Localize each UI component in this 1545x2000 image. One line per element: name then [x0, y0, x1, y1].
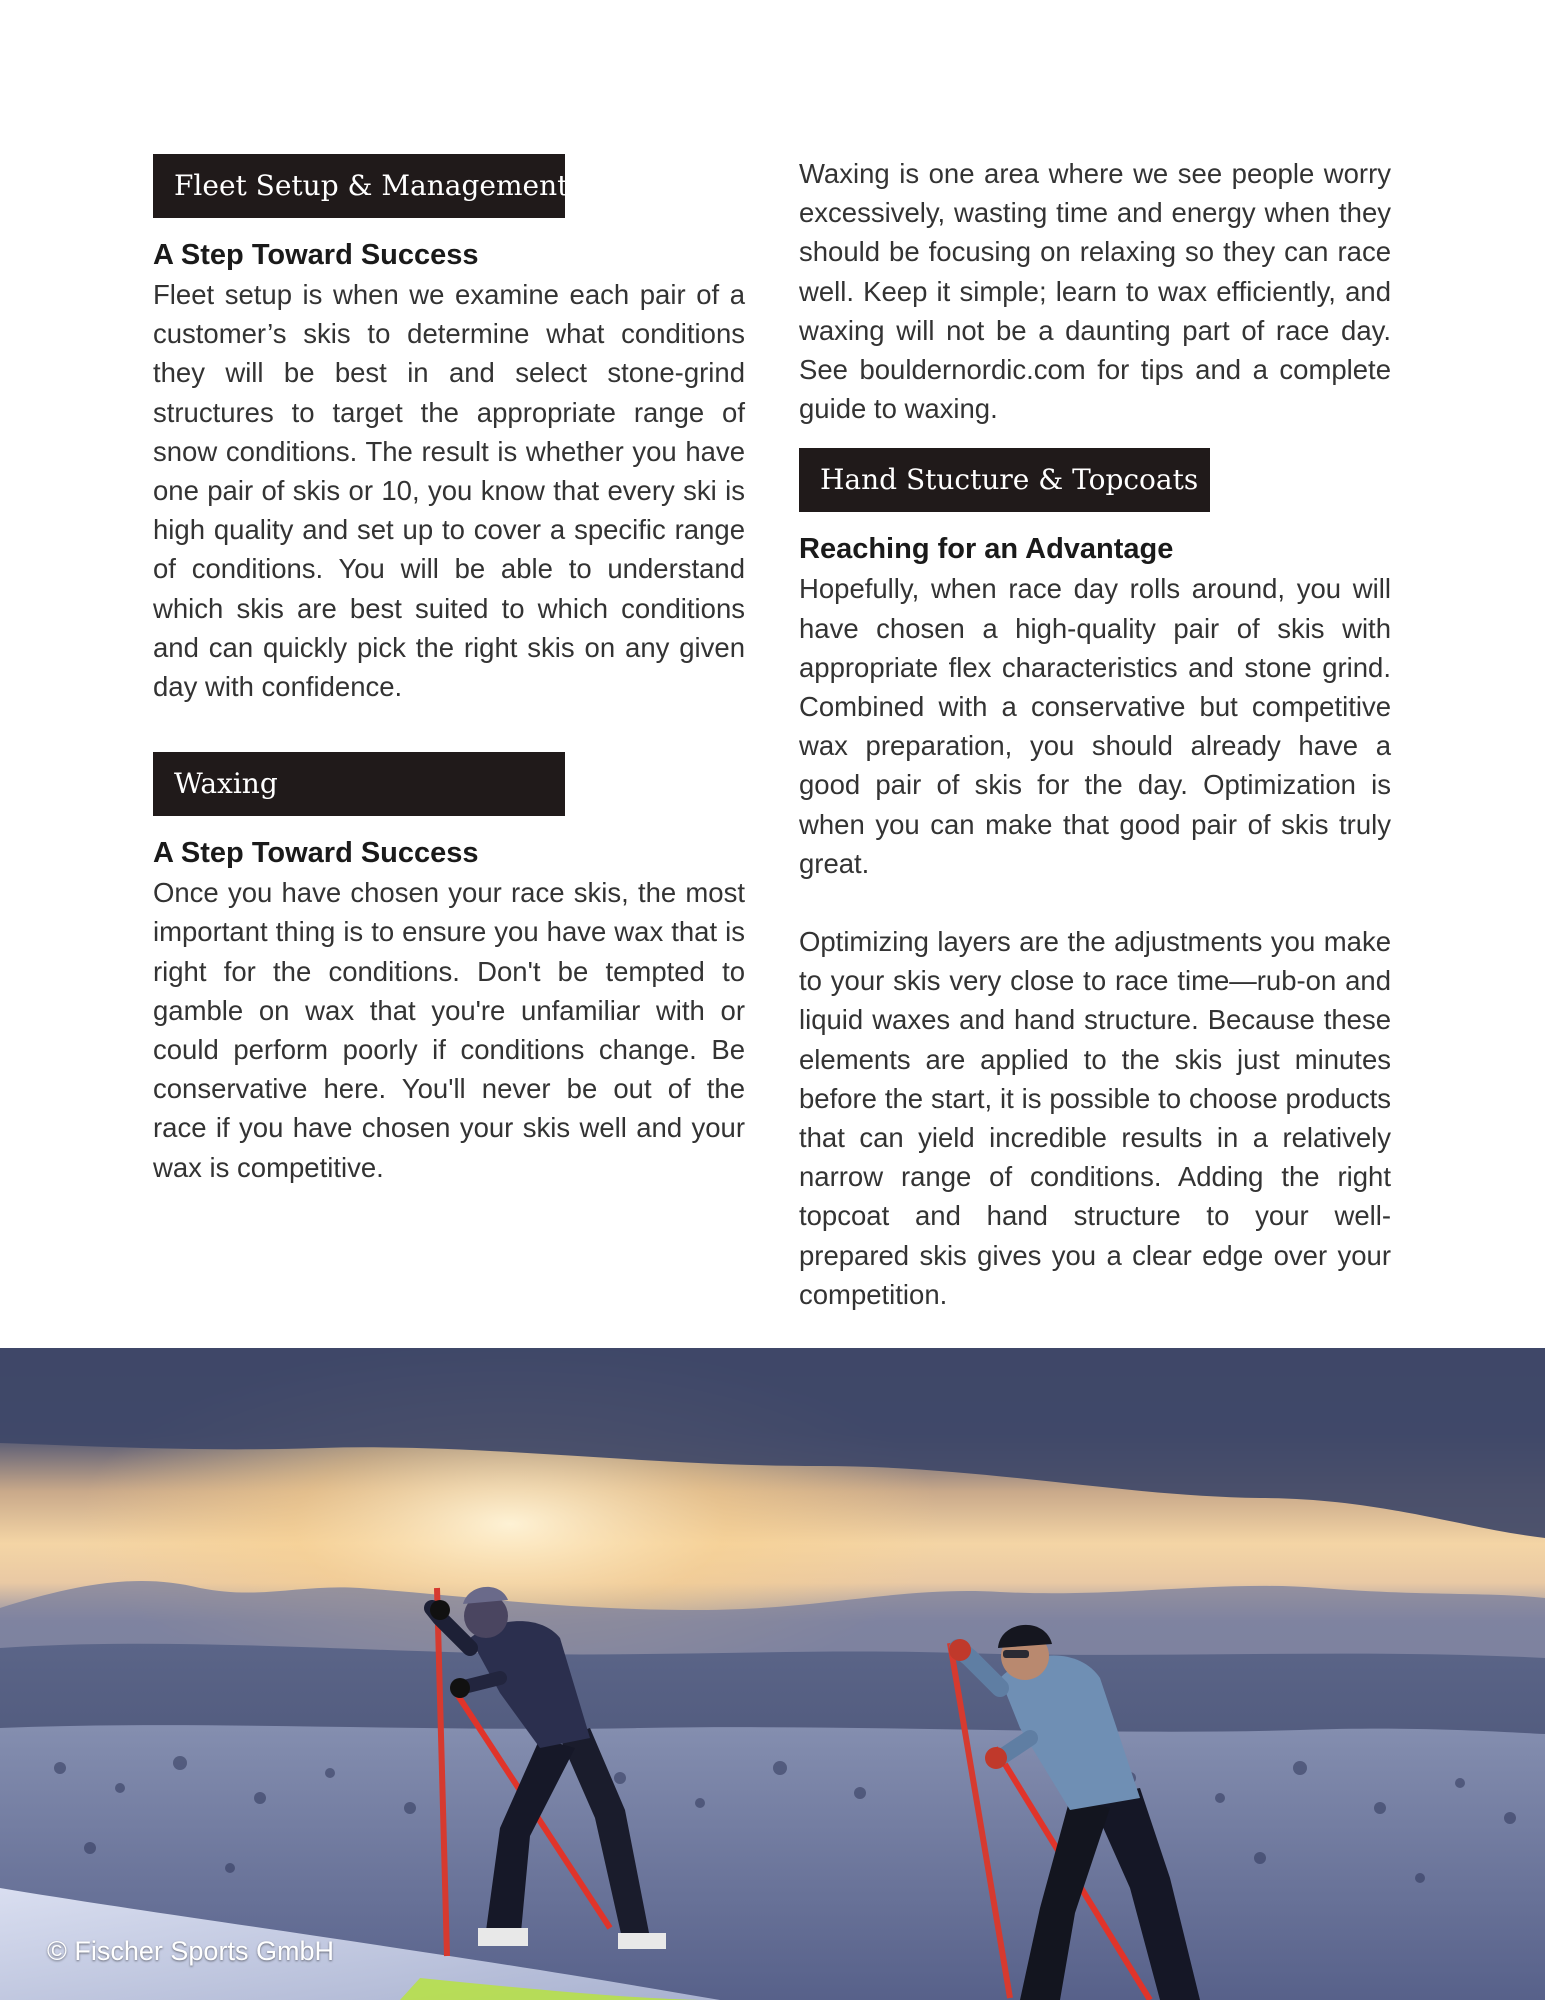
section-banner-hand-structure: Hand Stucture & Topcoats	[799, 448, 1210, 512]
paragraph-optimization: Hopefully, when race day rolls around, you will have chosen a high-quality pair of skis with appropriate flex characteristics and stone grind. Combined with a conservative but competitive wax preparation, you should already have a good pair of skis for the day. Optimization is when you can make that good pair of skis truly great.	[799, 573, 1391, 879]
section-subheading-hand-structure: Reaching for an Advantage	[799, 533, 1174, 566]
right-column	[799, 154, 1391, 1314]
section-banner-fleet-setup: Fleet Setup & Management	[153, 154, 565, 218]
paragraph-fleet-setup: Fleet setup is when we examine each pair of a customer’s skis to determine what conditions they will be best in and select stone-grind structures to target the appropriate range of snow conditions. The result is whether you have one pair of skis or 10, you know that every ski is high quality and set up to cover a specific range of conditions. You will be able to understand which skis are best suited to which conditions and can quickly pick the right skis on any given day with confidence.	[153, 279, 745, 703]
skiers-photo	[0, 1348, 1545, 2000]
paragraph-optimizing-layers: Optimizing layers are the adjustments you make to your skis very close to race time—rub-on and liquid waxes and hand structure. Because these elements are applied to the skis just minutes before the start, it is possible to choose products that can yield incredible results in a relatively narrow range of conditions. Adding the right topcoat and hand structure to your well-prepared skis gives you a clear edge over your competition.	[799, 926, 1391, 1310]
section-subheading-waxing: A Step Toward Success	[153, 837, 479, 870]
left-column	[153, 154, 745, 1187]
skiers-illustration	[0, 1348, 1545, 2000]
paragraph-waxing-intro: Waxing is one area where we see people worry excessively, wasting time and energy when they should be focusing on relaxing so they can race well. Keep it simple; learn to wax efficiently, and waxing will not be a daunting part of race day. See bouldernordic.com for tips and a complete guide to waxing.	[799, 158, 1391, 425]
section-subheading-fleet-setup: A Step Toward Success	[153, 239, 479, 271]
photo-credit: © Fischer Sports GmbH	[47, 1936, 334, 1966]
section-banner-waxing: Waxing	[153, 752, 565, 816]
paragraph-waxing: Once you have chosen your race skis, the most important thing is to ensure you have wax that is right for the conditions. Don't be tempted to gamble on wax that you're unfamiliar with or could perform poorly if conditions change. Be conservative here. You'll never be out of the race if you have chosen your skis well and your wax is competitive.	[153, 877, 745, 1183]
